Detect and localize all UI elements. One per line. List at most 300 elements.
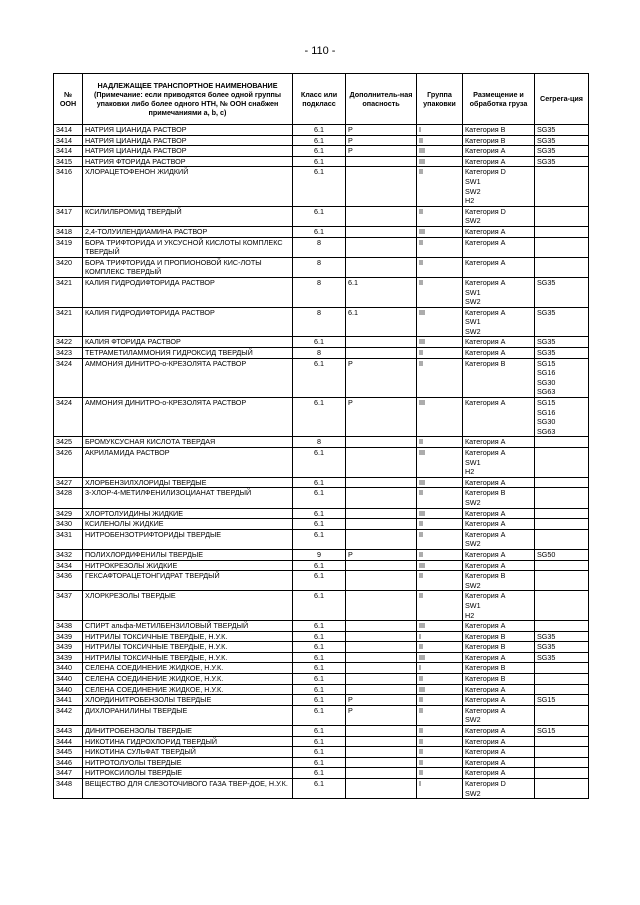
cell-segregation: [535, 257, 589, 277]
cell-un-number: 3420: [54, 257, 83, 277]
cell-subsidiary-risk: [346, 779, 417, 799]
cell-un-number: 3444: [54, 736, 83, 747]
cell-shipping-name: СЕЛЕНА СОЕДИНЕНИЕ ЖИДКОЕ, Н.У.К.: [83, 674, 293, 685]
segregation-code: SG35: [537, 135, 556, 145]
cell-shipping-name: НИТРОКРЕЗОЛЫ ЖИДКИЕ: [83, 560, 293, 571]
stowage-code: Категория A: [465, 156, 506, 166]
cell-packing-group: I: [417, 631, 463, 642]
cell-class: 6.1: [293, 757, 346, 768]
cell-shipping-name: НИТРОКСИЛОЛЫ ТВЕРДЫЕ: [83, 768, 293, 779]
cell-shipping-name: ХЛОРТОЛУИДИНЫ ЖИДКИЕ: [83, 508, 293, 519]
stowage-code: Категория A: [465, 549, 506, 559]
cell-subsidiary-risk: P: [346, 705, 417, 725]
cell-subsidiary-risk: [346, 348, 417, 359]
cell-class: 6.1: [293, 167, 346, 206]
cell-un-number: 3442: [54, 705, 83, 725]
cell-shipping-name: НИТРОТОЛУОЛЫ ТВЕРДЫЕ: [83, 757, 293, 768]
cell-segregation: [535, 156, 589, 167]
cell-segregation: [535, 621, 589, 632]
cell-shipping-name: КСИЛИЛБРОМИД ТВЕРДЫЙ: [83, 206, 293, 226]
cell-class: 8: [293, 437, 346, 448]
cell-stowage: [463, 156, 535, 167]
segregation-code: SG35: [537, 125, 556, 134]
cell-subsidiary-risk: [346, 642, 417, 653]
cell-subsidiary-risk: [346, 726, 417, 737]
cell-stowage: [463, 348, 535, 359]
cell-packing-group: II: [417, 358, 463, 397]
cell-shipping-name: НИКОТИНА ГИДРОХЛОРИД ТВЕРДЫЙ: [83, 736, 293, 747]
cell-segregation: [535, 277, 589, 307]
stowage-code: Категория A: [465, 747, 506, 757]
cell-un-number: 3440: [54, 663, 83, 674]
cell-class: 6.1: [293, 631, 346, 642]
cell-shipping-name: НИТРИЛЫ ТОКСИЧНЫЕ ТВЕРДЫЕ, Н.У.К.: [83, 631, 293, 642]
cell-segregation: [535, 747, 589, 758]
cell-packing-group: III: [417, 146, 463, 157]
table-row: [54, 398, 589, 437]
cell-class: 6.1: [293, 529, 346, 549]
cell-segregation: [535, 571, 589, 591]
cell-stowage: [463, 237, 535, 257]
cell-shipping-name: СЕЛЕНА СОЕДИНЕНИЕ ЖИДКОЕ, Н.У.К.: [83, 663, 293, 674]
cell-stowage: [463, 508, 535, 519]
cell-stowage: [463, 631, 535, 642]
cell-class: 9: [293, 549, 346, 560]
cell-un-number: 3424: [54, 398, 83, 437]
stowage-code: SW2: [465, 497, 481, 507]
cell-class: 6.1: [293, 135, 346, 146]
header-shipping-name-note: (Примечание: если приводятся более одной группы упаковки либо более одного НТН, № ООН снабжен примечаниями a, b, c): [93, 89, 282, 118]
cell-un-number: 3421: [54, 277, 83, 307]
cell-segregation: [535, 237, 589, 257]
cell-packing-group: II: [417, 705, 463, 725]
cell-segregation: [535, 695, 589, 706]
cell-packing-group: III: [417, 508, 463, 519]
cell-class: 6.1: [293, 488, 346, 508]
cell-packing-group: II: [417, 571, 463, 591]
cell-segregation: [535, 226, 589, 237]
cell-segregation: [535, 652, 589, 663]
cell-packing-group: II: [417, 757, 463, 768]
table-row: [54, 684, 589, 695]
stowage-code: Категория B: [465, 674, 506, 684]
stowage-code: SW2: [465, 788, 481, 798]
table-row: [54, 591, 589, 621]
cell-shipping-name: АММОНИЯ ДИНИТРО-о-КРЕЗОЛЯТА РАСТВОР: [83, 398, 293, 437]
cell-subsidiary-risk: [346, 257, 417, 277]
stowage-code: Категория A: [465, 529, 506, 539]
cell-class: 6.1: [293, 477, 346, 488]
segregation-code: SG35: [537, 642, 556, 652]
cell-un-number: 3437: [54, 591, 83, 621]
stowage-code: SW1: [465, 457, 481, 467]
cell-segregation: [535, 348, 589, 359]
cell-stowage: [463, 125, 535, 136]
cell-packing-group: II: [417, 519, 463, 530]
cell-shipping-name: ТЕТРАМЕТИЛАММОНИЯ ГИДРОКСИД ТВЕРДЫЙ: [83, 348, 293, 359]
cell-segregation: [535, 549, 589, 560]
cell-subsidiary-risk: [346, 448, 417, 478]
stowage-code: SW2: [465, 297, 481, 307]
cell-un-number: 3432: [54, 549, 83, 560]
stowage-code: Категория A: [465, 477, 506, 487]
cell-shipping-name: 2,4-ТОЛУИЛЕНДИАМИНА РАСТВОР: [83, 226, 293, 237]
cell-stowage: [463, 663, 535, 674]
table-row: [54, 757, 589, 768]
cell-shipping-name: НИТРИЛЫ ТОКСИЧНЫЕ ТВЕРДЫЕ, Н.У.К.: [83, 652, 293, 663]
stowage-code: Категория A: [465, 226, 506, 236]
table-row: [54, 135, 589, 146]
cell-stowage: [463, 337, 535, 348]
cell-class: 6.1: [293, 726, 346, 737]
segregation-code: SG16: [537, 368, 556, 378]
cell-class: 6.1: [293, 652, 346, 663]
cell-class: 6.1: [293, 156, 346, 167]
cell-packing-group: II: [417, 257, 463, 277]
cell-stowage: [463, 726, 535, 737]
cell-stowage: [463, 621, 535, 632]
cell-stowage: [463, 705, 535, 725]
segregation-code: SG15: [537, 398, 556, 408]
stowage-code: Категория A: [465, 508, 506, 518]
cell-un-number: 3439: [54, 652, 83, 663]
stowage-code: Категория A: [465, 736, 506, 746]
cell-subsidiary-risk: [346, 684, 417, 695]
cell-class: 6.1: [293, 206, 346, 226]
table-row: [54, 705, 589, 725]
cell-un-number: 3443: [54, 726, 83, 737]
cell-subsidiary-risk: [346, 663, 417, 674]
table-row: [54, 519, 589, 530]
cell-un-number: 3423: [54, 348, 83, 359]
cell-stowage: [463, 477, 535, 488]
stowage-code: Категория A: [465, 237, 506, 247]
cell-class: 6.1: [293, 146, 346, 157]
cell-stowage: [463, 398, 535, 437]
cell-subsidiary-risk: [346, 591, 417, 621]
cell-un-number: 3441: [54, 695, 83, 706]
cell-class: 8: [293, 277, 346, 307]
cell-un-number: 3436: [54, 571, 83, 591]
cell-un-number: 3426: [54, 448, 83, 478]
cell-shipping-name: НАТРИЯ ФТОРИДА РАСТВОР: [83, 156, 293, 167]
cell-packing-group: II: [417, 277, 463, 307]
cell-un-number: 3440: [54, 684, 83, 695]
cell-packing-group: III: [417, 156, 463, 167]
cell-stowage: [463, 779, 535, 799]
stowage-code: Категория A: [465, 652, 506, 662]
cell-packing-group: II: [417, 549, 463, 560]
table-row: [54, 277, 589, 307]
cell-subsidiary-risk: P: [346, 125, 417, 136]
cell-packing-group: III: [417, 448, 463, 478]
cell-packing-group: III: [417, 398, 463, 437]
cell-subsidiary-risk: [346, 757, 417, 768]
cell-un-number: 3446: [54, 757, 83, 768]
cell-segregation: [535, 146, 589, 157]
cell-un-number: 3422: [54, 337, 83, 348]
cell-packing-group: II: [417, 674, 463, 685]
cell-un-number: 3417: [54, 206, 83, 226]
stowage-code: Категория A: [465, 448, 506, 457]
cell-stowage: [463, 529, 535, 549]
stowage-code: Категория A: [465, 695, 506, 705]
cell-segregation: [535, 642, 589, 653]
cell-packing-group: I: [417, 779, 463, 799]
cell-subsidiary-risk: [346, 337, 417, 348]
stowage-code: SW1: [465, 600, 481, 610]
cell-segregation: [535, 631, 589, 642]
stowage-code: Категория A: [465, 257, 506, 267]
segregation-code: SG15: [537, 358, 556, 368]
cell-shipping-name: БОРА ТРИФТОРИДА И УКСУСНОЙ КИСЛОТЫ КОМПЛЕКС ТВЕРДЫЙ: [83, 237, 293, 257]
cell-subsidiary-risk: P: [346, 135, 417, 146]
cell-subsidiary-risk: [346, 621, 417, 632]
cell-packing-group: II: [417, 642, 463, 653]
stowage-code: Категория A: [465, 437, 506, 447]
cell-class: 6.1: [293, 695, 346, 706]
table-row: [54, 337, 589, 348]
stowage-code: Категория D: [465, 779, 506, 788]
cell-packing-group: II: [417, 437, 463, 448]
cell-un-number: 3447: [54, 768, 83, 779]
stowage-code: SW1: [465, 176, 481, 186]
cell-class: 6.1: [293, 674, 346, 685]
stowage-code: Категория A: [465, 277, 506, 287]
stowage-code: Категория A: [465, 348, 506, 358]
cell-class: 6.1: [293, 779, 346, 799]
cell-stowage: [463, 757, 535, 768]
cell-shipping-name: НАТРИЯ ЦИАНИДА РАСТВОР: [83, 135, 293, 146]
segregation-code: SG35: [537, 277, 556, 287]
cell-subsidiary-risk: [346, 477, 417, 488]
stowage-code: Категория A: [465, 519, 506, 529]
cell-subsidiary-risk: [346, 226, 417, 237]
cell-packing-group: II: [417, 768, 463, 779]
cell-stowage: [463, 768, 535, 779]
cell-stowage: [463, 146, 535, 157]
cell-subsidiary-risk: P: [346, 358, 417, 397]
cell-segregation: [535, 337, 589, 348]
stowage-code: H2: [465, 196, 475, 206]
cell-class: 6.1: [293, 621, 346, 632]
cell-shipping-name: ХЛОРБЕНЗИЛХЛОРИДЫ ТВЕРДЫЕ: [83, 477, 293, 488]
stowage-code: Категория B: [465, 488, 506, 498]
cell-shipping-name: НАТРИЯ ЦИАНИДА РАСТВОР: [83, 146, 293, 157]
cell-segregation: [535, 206, 589, 226]
cell-segregation: [535, 448, 589, 478]
cell-subsidiary-risk: [346, 571, 417, 591]
table-row: [54, 571, 589, 591]
cell-un-number: 3438: [54, 621, 83, 632]
table-header-row: [54, 74, 589, 125]
stowage-code: Категория A: [465, 705, 506, 715]
segregation-code: SG15: [537, 695, 556, 705]
cell-shipping-name: НИТРИЛЫ ТОКСИЧНЫЕ ТВЕРДЫЕ, Н.У.К.: [83, 642, 293, 653]
table-row: [54, 652, 589, 663]
cell-class: 6.1: [293, 571, 346, 591]
cell-stowage: [463, 206, 535, 226]
cell-stowage: [463, 684, 535, 695]
stowage-code: Категория A: [465, 757, 506, 767]
header-shipping-name-title: НАДЛЕЖАЩЕЕ ТРАНСПОРТНОЕ НАИМЕНОВАНИЕ: [97, 80, 278, 90]
cell-packing-group: III: [417, 337, 463, 348]
cell-shipping-name: КСИЛЕНОЛЫ ЖИДКИЕ: [83, 519, 293, 530]
stowage-code: H2: [465, 467, 475, 477]
stowage-code: Категория B: [465, 571, 506, 581]
cell-packing-group: II: [417, 348, 463, 359]
table-row: [54, 529, 589, 549]
table-row: [54, 206, 589, 226]
cell-segregation: [535, 684, 589, 695]
stowage-code: SW1: [465, 317, 481, 327]
cell-segregation: [535, 757, 589, 768]
stowage-code: Категория B: [465, 631, 506, 641]
cell-shipping-name: ДИХЛОРАНИЛИНЫ ТВЕРДЫЕ: [83, 705, 293, 725]
table-row: [54, 560, 589, 571]
segregation-code: SG35: [537, 652, 556, 662]
cell-class: 6.1: [293, 705, 346, 725]
table-row: [54, 146, 589, 157]
cell-stowage: [463, 519, 535, 530]
cell-segregation: [535, 398, 589, 437]
cell-shipping-name: СЕЛЕНА СОЕДИНЕНИЕ ЖИДКОЕ, Н.У.К.: [83, 684, 293, 695]
table-row: [54, 348, 589, 359]
cell-un-number: 3434: [54, 560, 83, 571]
table-row: [54, 237, 589, 257]
cell-shipping-name: ДИНИТРОБЕНЗОЛЫ ТВЕРДЫЕ: [83, 726, 293, 737]
cell-subsidiary-risk: P: [346, 695, 417, 706]
table-row: [54, 736, 589, 747]
table-row: [54, 768, 589, 779]
cell-subsidiary-risk: [346, 736, 417, 747]
stowage-code: SW2: [465, 580, 481, 590]
stowage-code: Категория A: [465, 591, 506, 601]
table-row: [54, 674, 589, 685]
stowage-code: SW1: [465, 287, 481, 297]
cell-stowage: [463, 736, 535, 747]
cell-segregation: [535, 674, 589, 685]
cell-shipping-name: КАЛИЯ ГИДРОДИФТОРИДА РАСТВОР: [83, 277, 293, 307]
cell-class: 6.1: [293, 508, 346, 519]
cell-subsidiary-risk: [346, 206, 417, 226]
cell-class: 6.1: [293, 226, 346, 237]
header-subsidiary-risk: Дополнитель-ная опасность: [346, 74, 417, 125]
cell-packing-group: III: [417, 684, 463, 695]
table-row: [54, 695, 589, 706]
cell-shipping-name: БОРА ТРИФТОРИДА И ПРОПИОНОВОЙ КИС-ЛОТЫ КОМПЛЕКС ТВЕРДЫЙ: [83, 257, 293, 277]
table-row: [54, 226, 589, 237]
cell-subsidiary-risk: P: [346, 146, 417, 157]
cell-stowage: [463, 560, 535, 571]
cell-segregation: [535, 726, 589, 737]
cell-un-number: 3448: [54, 779, 83, 799]
cell-class: 8: [293, 257, 346, 277]
cell-segregation: [535, 705, 589, 725]
cell-class: 8: [293, 307, 346, 337]
table-row: [54, 621, 589, 632]
cell-class: 6.1: [293, 448, 346, 478]
table-row: [54, 549, 589, 560]
cell-stowage: [463, 448, 535, 478]
cell-un-number: 3439: [54, 642, 83, 653]
cell-shipping-name: НАТРИЯ ЦИАНИДА РАСТВОР: [83, 125, 293, 136]
cell-segregation: [535, 437, 589, 448]
cell-segregation: [535, 125, 589, 136]
cell-stowage: [463, 226, 535, 237]
stowage-code: Категория B: [465, 135, 506, 145]
cell-packing-group: III: [417, 477, 463, 488]
cell-shipping-name: АММОНИЯ ДИНИТРО-о-КРЕЗОЛЯТА РАСТВОР: [83, 358, 293, 397]
cell-subsidiary-risk: [346, 437, 417, 448]
cell-packing-group: II: [417, 529, 463, 549]
cell-class: 6.1: [293, 591, 346, 621]
cell-class: 6.1: [293, 337, 346, 348]
cell-packing-group: II: [417, 736, 463, 747]
cell-segregation: [535, 167, 589, 206]
cell-packing-group: II: [417, 695, 463, 706]
cell-packing-group: II: [417, 237, 463, 257]
segregation-code: SG35: [537, 156, 556, 166]
stowage-code: SW2: [465, 216, 481, 226]
stowage-code: H2: [465, 610, 475, 620]
stowage-code: Категория B: [465, 125, 506, 134]
cell-stowage: [463, 488, 535, 508]
table-body: [54, 125, 589, 799]
header-class: Класс или подкласс: [293, 74, 346, 125]
cell-packing-group: II: [417, 747, 463, 758]
cell-packing-group: II: [417, 206, 463, 226]
stowage-code: Категория D: [465, 206, 506, 216]
stowage-code: SW2: [465, 715, 481, 725]
table-row: [54, 437, 589, 448]
stowage-code: SW2: [465, 539, 481, 549]
cell-un-number: 3445: [54, 747, 83, 758]
cell-un-number: 3429: [54, 508, 83, 519]
cell-un-number: 3416: [54, 167, 83, 206]
cell-subsidiary-risk: [346, 747, 417, 758]
cell-un-number: 3419: [54, 237, 83, 257]
cell-shipping-name: БРОМУКСУСНАЯ КИСЛОТА ТВЕРДАЯ: [83, 437, 293, 448]
stowage-code: Категория B: [465, 642, 506, 652]
cell-stowage: [463, 358, 535, 397]
header-shipping-name: [83, 74, 293, 125]
header-un-number: № ООН: [54, 74, 83, 125]
cell-stowage: [463, 591, 535, 621]
cell-un-number: 3418: [54, 226, 83, 237]
cell-segregation: [535, 135, 589, 146]
cell-stowage: [463, 257, 535, 277]
header-stowage: Размещение и обработка груза: [463, 74, 535, 125]
cell-stowage: [463, 747, 535, 758]
cell-stowage: [463, 674, 535, 685]
cell-shipping-name: ПОЛИХЛОРДИФЕНИЛЫ ТВЕРДЫЕ: [83, 549, 293, 560]
cell-segregation: [535, 307, 589, 337]
cell-un-number: 3415: [54, 156, 83, 167]
cell-packing-group: III: [417, 560, 463, 571]
cell-subsidiary-risk: [346, 488, 417, 508]
cell-packing-group: III: [417, 307, 463, 337]
cell-shipping-name: АКРИЛАМИДА РАСТВОР: [83, 448, 293, 478]
cell-class: 6.1: [293, 358, 346, 397]
cell-packing-group: II: [417, 135, 463, 146]
table-row: [54, 726, 589, 737]
cell-segregation: [535, 591, 589, 621]
cell-class: 6.1: [293, 747, 346, 758]
segregation-code: SG63: [537, 387, 556, 397]
header-segregation: Сегрега-ция: [535, 74, 589, 125]
cell-subsidiary-risk: [346, 167, 417, 206]
